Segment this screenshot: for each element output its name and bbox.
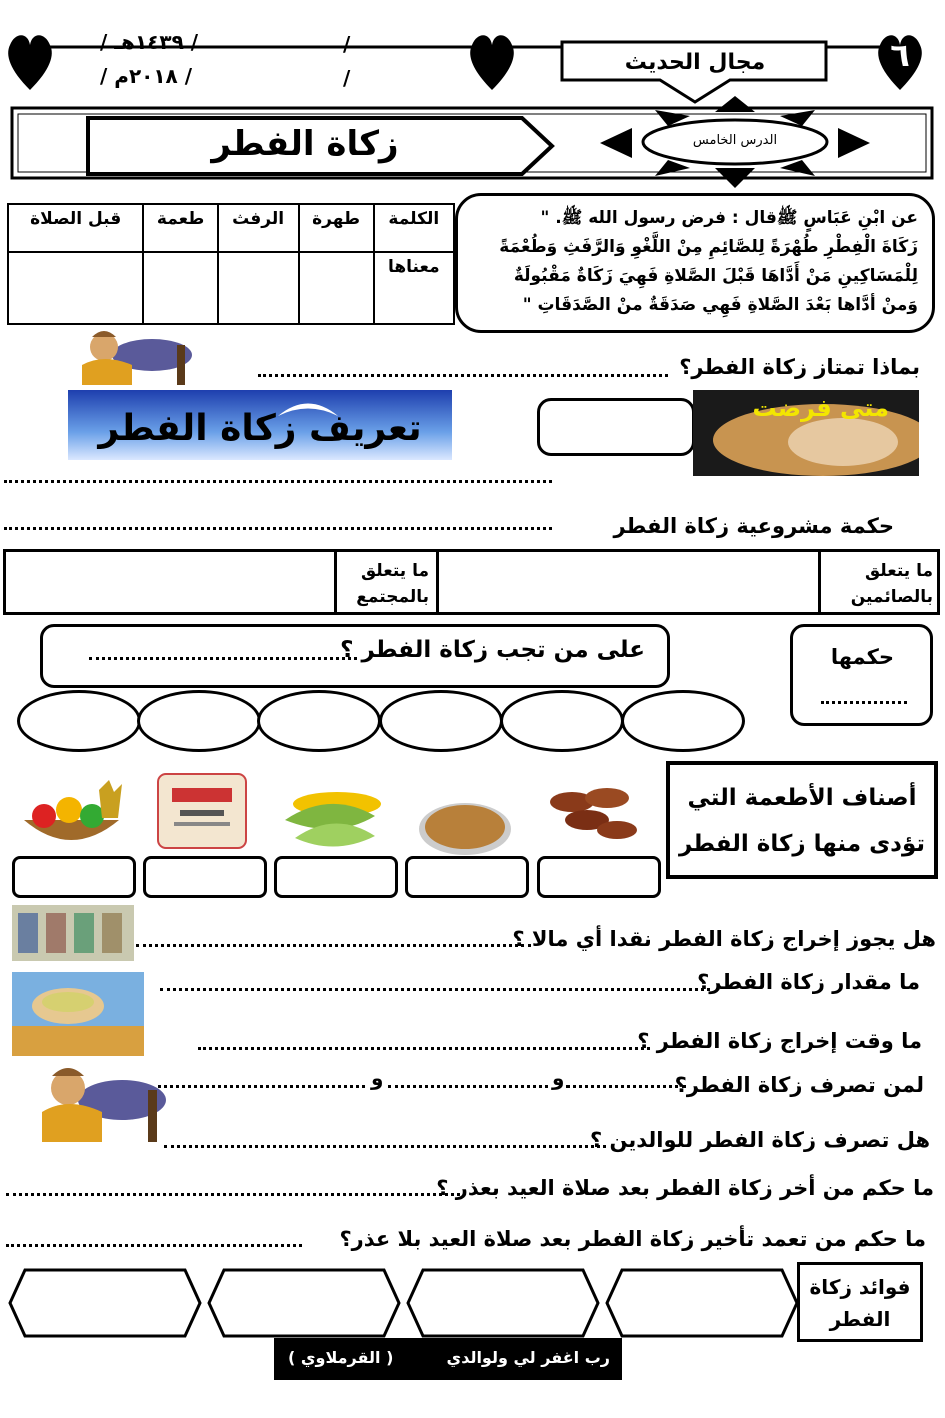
corn-image <box>275 780 385 856</box>
date-gregorian: / ٢٠١٨م / <box>100 64 193 88</box>
answer-oval[interactable] <box>257 690 381 752</box>
hadith-box <box>455 193 935 333</box>
hadith-text <box>463 204 918 320</box>
vocab-answer-cell[interactable] <box>8 252 143 324</box>
question-amount: ما مقدار زكاة الفطر؟ <box>697 970 920 994</box>
wisdom-title: حكمة مشروعية زكاة الفطر <box>613 514 894 538</box>
hadith-line: عن ابْنِ عَبَاسٍ ﷺقال : فرض رسول الله ﷺ. " <box>540 208 918 228</box>
dates-image <box>537 780 649 850</box>
answer-oval[interactable] <box>621 690 745 752</box>
answer-oval[interactable] <box>379 690 503 752</box>
domain-label: مجال الحديث <box>624 50 766 75</box>
when-answer-box[interactable] <box>537 398 695 456</box>
food-answer-box[interactable] <box>143 856 267 898</box>
when-imposed-image <box>693 390 919 476</box>
answer-line[interactable] <box>4 480 552 483</box>
footer-author: ( القرملاوي ) <box>288 1348 394 1367</box>
food-answer-box[interactable] <box>12 856 136 898</box>
and-connector: و <box>552 1066 565 1090</box>
answer-line[interactable] <box>198 1047 650 1050</box>
vocab-header: قبل الصلاة <box>8 204 143 252</box>
and-connector: و <box>371 1066 384 1090</box>
vocab-header: الرفث <box>218 204 299 252</box>
food-types-box <box>666 761 938 879</box>
fasting-label: ما يتعلق بالصائمين <box>850 561 933 607</box>
man-with-bag-image <box>52 325 192 385</box>
when-imposed-label: متى فرضت <box>752 394 889 422</box>
answer-line[interactable] <box>136 944 531 947</box>
banknotes-image <box>12 905 134 961</box>
food-answer-box[interactable] <box>274 856 398 898</box>
question-distinguish: بماذا تمتاز زكاة الفطر؟ <box>679 355 920 379</box>
benefit-answer[interactable] <box>223 1272 393 1334</box>
hadith-line: وَمنْ أدَّاها بَعْدَ الصَّلاةِ فَهِي صَدَقَةٌ منْ الصَّدَقَاتِ " <box>522 295 918 315</box>
question-time: ما وقت إخراج زكاة الفطر ؟ <box>637 1029 922 1053</box>
hadith-line: لِلْمَسَاكِينِ مَنْ أَدَّاهَا قَبْلَ الصَّلاةِ فَهِيَ زَكَاةٌ مَقْبُولَةٌ <box>513 266 918 286</box>
question-parents: هل تصرف زكاة الفطر للوالدين ؟ <box>590 1128 930 1152</box>
question-recipients: لمن تصرف زكاة الفطر؟ <box>674 1073 924 1097</box>
benefit-answer[interactable] <box>24 1272 194 1334</box>
vocab-header: الكلمة <box>374 204 454 252</box>
vocab-header: طعمة <box>143 204 217 252</box>
who-must-question: على من تجب زكاة الفطر ؟ <box>340 637 645 663</box>
ruling-box <box>790 624 933 726</box>
date-hijri: / ١٤٣٩هـ / <box>100 30 199 54</box>
vocab-answer-cell[interactable] <box>143 252 217 324</box>
man-with-bag-image <box>12 1060 167 1142</box>
answer-oval[interactable] <box>137 690 261 752</box>
rice-bag-image <box>152 770 252 852</box>
grain-hands-image <box>12 972 144 1056</box>
vocab-row-label: معناها <box>374 252 454 324</box>
lesson-title: زكاة الفطر <box>211 124 399 164</box>
date-slash: / <box>343 32 351 56</box>
answer-line[interactable] <box>6 1193 460 1196</box>
heart-icon <box>8 35 52 90</box>
society-label: ما يتعلق بالمجتمع <box>356 561 429 607</box>
benefit-answer[interactable] <box>621 1272 791 1334</box>
answer-line[interactable] <box>821 701 907 704</box>
answer-line[interactable] <box>164 1145 606 1148</box>
food-answer-box[interactable] <box>405 856 529 898</box>
vocab-header: طهرة <box>299 204 374 252</box>
definition-banner <box>68 390 452 460</box>
society-answer[interactable] <box>6 552 334 612</box>
hadith-line: زَكَاةَ الْفِطْرِ طُهْرَةً لِلصَّائِمِ مِنْ اللَّغْوِ وَالرَّفَثِ وَطُعْمَةً <box>499 237 918 257</box>
benefits-label-box <box>797 1262 923 1342</box>
food-types-label: أصناف الأطعمة التي تؤدى منها زكاة الفطر <box>678 785 926 857</box>
vocab-answer-cell[interactable] <box>218 252 299 324</box>
lesson-subtitle: الدرس الخامس <box>692 133 778 148</box>
answer-oval[interactable] <box>17 690 141 752</box>
answer-oval[interactable] <box>500 690 624 752</box>
fruit-basket-image <box>14 780 129 852</box>
answer-line[interactable] <box>160 988 710 991</box>
answer-line[interactable] <box>158 1085 365 1088</box>
answer-line[interactable] <box>4 527 552 530</box>
definition-title: تعريف زكاة الفطر <box>98 408 422 449</box>
footer-banner <box>274 1338 622 1380</box>
fasting-answer[interactable] <box>439 552 818 612</box>
answer-line[interactable] <box>89 657 357 660</box>
wisdom-table <box>3 549 940 615</box>
answer-line[interactable] <box>388 1085 548 1088</box>
vocab-table <box>7 203 455 325</box>
date-slash: / <box>343 66 351 90</box>
lesson-number: ٦ <box>890 36 910 74</box>
question-cash: هل يجوز إخراج زكاة الفطر نقدا أي مالا ؟ <box>512 927 936 951</box>
footer-prayer: رب اغفر لي ولوالدي <box>446 1348 610 1367</box>
benefits-label: فوائد زكاة الفطر <box>809 1275 911 1331</box>
heart-icon <box>470 35 514 90</box>
wheat-bowl-image <box>415 795 515 857</box>
answer-line[interactable] <box>566 1085 686 1088</box>
food-answer-box[interactable] <box>537 856 661 898</box>
question-delay-excuse: ما حكم من أخر زكاة الفطر بعد صلاة العيد بعذر ؟ <box>436 1176 934 1200</box>
ruling-label: حكمها <box>830 645 894 669</box>
benefit-answer[interactable] <box>422 1272 592 1334</box>
vocab-answer-cell[interactable] <box>299 252 374 324</box>
who-must-box <box>40 624 670 688</box>
answer-line[interactable] <box>258 374 668 377</box>
answer-line[interactable] <box>6 1244 302 1247</box>
question-delay-no-excuse: ما حكم من تعمد تأخير زكاة الفطر بعد صلاة العيد بلا عذر؟ <box>339 1227 926 1251</box>
